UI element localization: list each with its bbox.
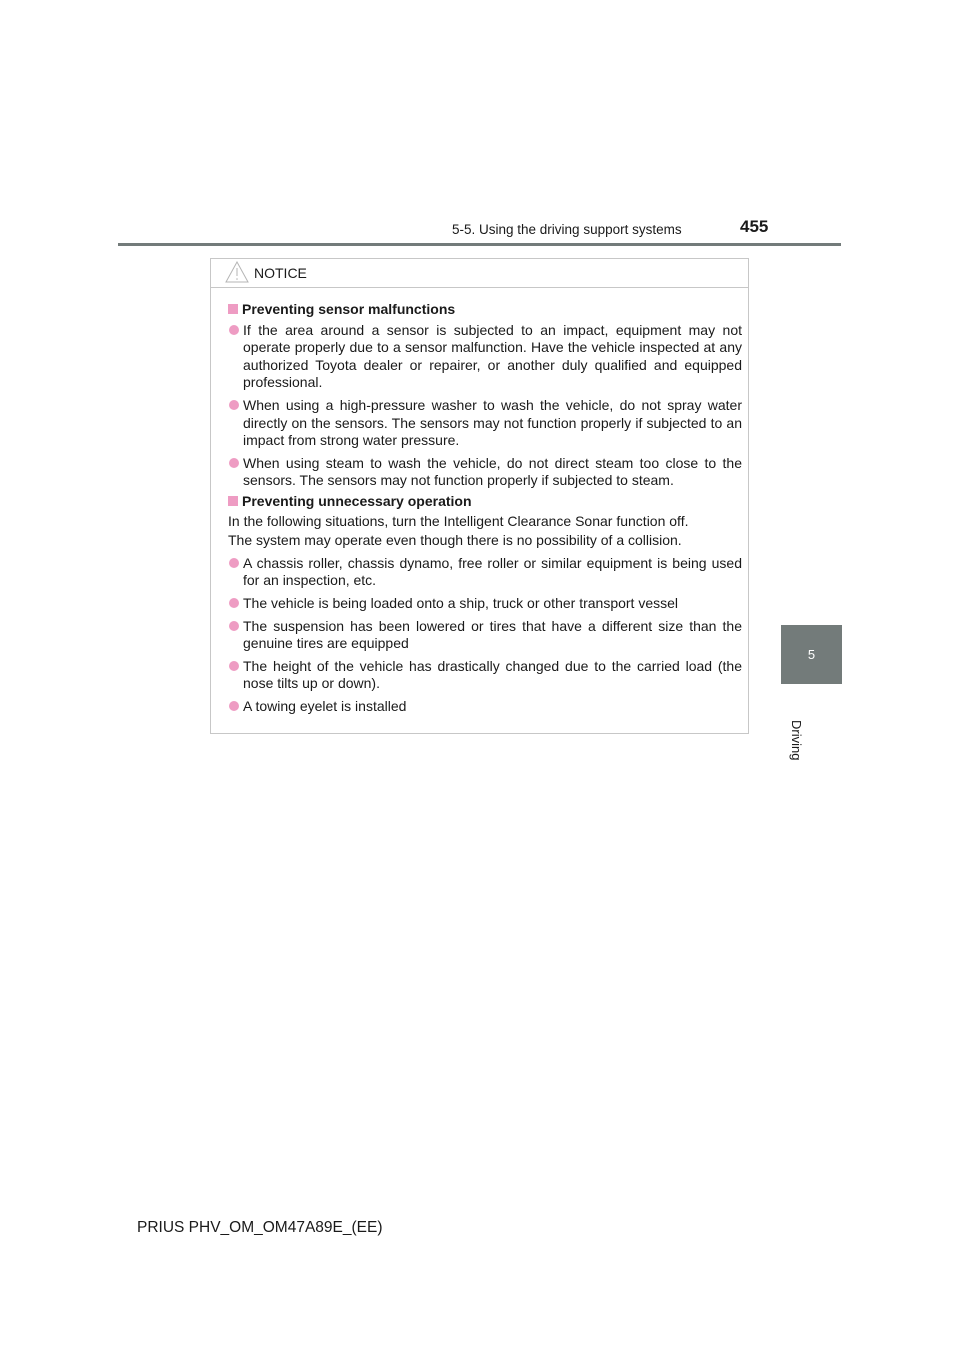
section-heading: Preventing unnecessary operation bbox=[228, 493, 742, 511]
notice-box bbox=[210, 258, 749, 734]
list-item: A towing eyelet is installed bbox=[228, 698, 742, 716]
circle-bullet-icon bbox=[229, 558, 239, 568]
intro-line: The system may operate even though there is no possibility of a collision. bbox=[228, 532, 682, 549]
list-item: When using steam to wash the vehicle, do not direct steam too close to the sensors. The sensors may not function properly if subjected to steam. bbox=[228, 455, 742, 490]
list-item: The suspension has been lowered or tires that have a different size than the genuine tires are equipped bbox=[228, 618, 742, 653]
square-bullet-icon bbox=[228, 496, 238, 506]
footer-model-code: PRIUS PHV_OM_OM47A89E_(EE) bbox=[137, 1219, 383, 1236]
page-number: 455 bbox=[740, 217, 769, 236]
circle-bullet-icon bbox=[229, 661, 239, 671]
section-heading: Preventing sensor malfunctions bbox=[228, 301, 742, 319]
circle-bullet-icon bbox=[229, 458, 239, 468]
circle-bullet-icon bbox=[229, 598, 239, 608]
square-bullet-icon bbox=[228, 304, 238, 314]
notice-header bbox=[211, 259, 748, 288]
chapter-label bbox=[786, 720, 806, 780]
intro-line: In the following situations, turn the Intelligent Clearance Sonar function off. bbox=[228, 512, 689, 529]
list-item: The height of the vehicle has drastically changed due to the carried load (the nose tilts up or down). bbox=[228, 658, 742, 693]
header-section-title: 5-5. Using the driving support systems bbox=[452, 222, 682, 237]
list-item: When using a high-pressure washer to wash the vehicle, do not spray water directly on the sensors. The sensors may not function properly if subjected to an impact from strong water pressure. bbox=[228, 397, 742, 450]
list-item: The vehicle is being loaded onto a ship, truck or other transport vessel bbox=[228, 595, 742, 613]
list-item: If the area around a sensor is subjected to an impact, equipment may not operate properly due to a sensor malfunction. Have the vehicle inspected at any authorized Toyota dealer or repairer, or another duly qualified and equipped professional. bbox=[228, 322, 742, 392]
circle-bullet-icon bbox=[229, 400, 239, 410]
circle-bullet-icon bbox=[229, 325, 239, 335]
chapter-number: 5 bbox=[807, 647, 816, 662]
circle-bullet-icon bbox=[229, 621, 239, 631]
notice-body bbox=[211, 288, 748, 715]
warning-triangle-icon bbox=[225, 261, 249, 283]
chapter-tab bbox=[781, 625, 842, 684]
header-rule bbox=[118, 243, 841, 246]
chapter-title: Driving bbox=[789, 720, 804, 761]
circle-bullet-icon bbox=[229, 701, 239, 711]
list-item: A chassis roller, chassis dynamo, free roller or similar equipment is being used for an inspection, etc. bbox=[228, 555, 742, 590]
notice-title: NOTICE bbox=[254, 265, 307, 281]
